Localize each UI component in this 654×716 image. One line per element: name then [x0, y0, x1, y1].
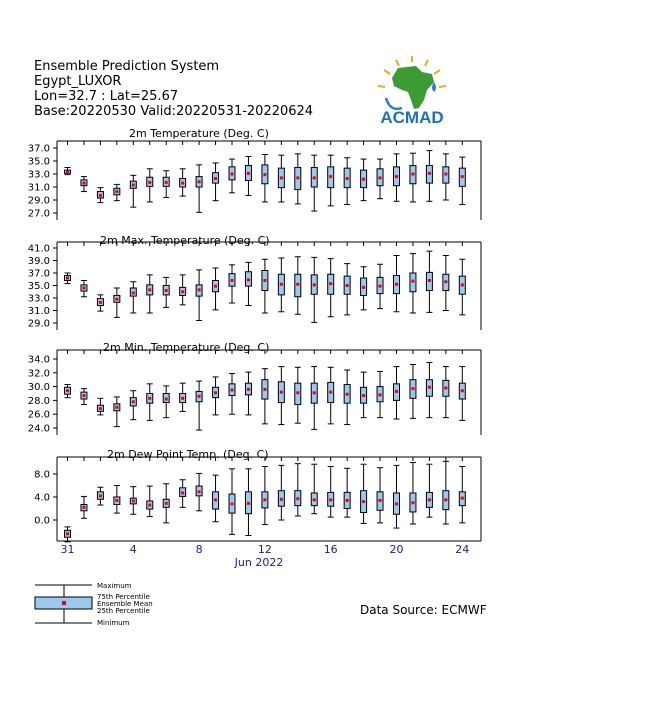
mean-marker — [214, 285, 217, 288]
mean-marker — [411, 173, 414, 176]
x-tick-label: 16 — [323, 543, 338, 556]
mean-marker — [263, 498, 266, 501]
logo-text: ACMAD — [380, 108, 444, 127]
mean-marker — [214, 498, 217, 501]
mean-marker — [132, 500, 135, 503]
mean-marker — [99, 301, 102, 304]
mean-marker — [181, 290, 184, 293]
mean-marker — [313, 498, 316, 501]
mean-marker — [329, 175, 332, 178]
mean-marker — [428, 172, 431, 175]
mean-marker — [198, 288, 201, 291]
mean-marker — [461, 389, 464, 392]
mean-marker — [379, 176, 382, 179]
mean-marker — [346, 284, 349, 287]
mean-marker — [247, 388, 250, 391]
mean-marker — [165, 502, 168, 505]
mean-marker — [461, 283, 464, 286]
mean-marker — [444, 386, 447, 389]
mean-marker — [313, 391, 316, 394]
mean-marker — [461, 497, 464, 500]
mean-marker — [66, 389, 69, 392]
legend-minimum: Minimum — [97, 619, 130, 625]
mean-marker — [181, 182, 184, 185]
legend-75th: 75th Percentile — [97, 593, 150, 601]
mean-marker — [214, 391, 217, 394]
legend-mean-marker — [62, 601, 66, 605]
y-tick-label: 33.0 — [27, 169, 50, 181]
y-tick-label: 4.0 — [34, 492, 50, 504]
mean-marker — [313, 176, 316, 179]
y-tick-label: 27.0 — [27, 208, 50, 220]
mean-marker — [165, 289, 168, 292]
mean-marker — [231, 173, 234, 176]
mean-marker — [132, 400, 135, 403]
y-tick-label: 37.0 — [27, 143, 50, 155]
mean-marker — [346, 393, 349, 396]
y-tick-label: 32.0 — [27, 368, 50, 380]
x-tick-label: 31 — [60, 543, 75, 556]
y-tick-label: 29.0 — [27, 195, 50, 207]
mean-marker — [428, 279, 431, 282]
header-location: Egypt_LUXOR — [34, 74, 122, 89]
mean-marker — [132, 292, 135, 295]
mean-marker — [379, 285, 382, 288]
y-tick-label: 35.0 — [27, 156, 50, 168]
legend-mean: Ensemble Mean — [97, 600, 153, 608]
mean-marker — [329, 391, 332, 394]
mean-marker — [329, 282, 332, 285]
y-tick-label: 41.0 — [27, 243, 50, 255]
mean-marker — [148, 181, 151, 184]
mean-marker — [214, 177, 217, 180]
x-tick-label: 20 — [389, 543, 404, 556]
y-tick-label: 30.0 — [27, 382, 50, 394]
mean-marker — [444, 280, 447, 283]
mean-marker — [428, 386, 431, 389]
mean-marker — [296, 283, 299, 286]
mean-marker — [329, 498, 332, 501]
x-tick-label: 8 — [195, 543, 203, 556]
mean-marker — [395, 390, 398, 393]
mean-marker — [296, 176, 299, 179]
mean-marker — [263, 173, 266, 176]
mean-marker — [362, 394, 365, 397]
mean-marker — [346, 177, 349, 180]
mean-marker — [165, 181, 168, 184]
mean-marker — [99, 494, 102, 497]
mean-marker — [82, 506, 85, 509]
x-tick-label: 4 — [129, 543, 137, 556]
panel-title: 2m Dew Point Temp. (Deg. C) — [107, 448, 269, 461]
y-tick-label: 34.0 — [27, 354, 50, 366]
x-tick-label: 24 — [455, 543, 470, 556]
mean-marker — [263, 388, 266, 391]
mean-marker — [82, 182, 85, 185]
panel-title: 2m Max. Temperature (Deg. C) — [100, 234, 270, 247]
mean-marker — [263, 279, 266, 282]
mean-marker — [362, 178, 365, 181]
mean-marker — [395, 502, 398, 505]
mean-marker — [148, 397, 151, 400]
mean-marker — [346, 499, 349, 502]
mean-marker — [132, 184, 135, 187]
x-axis-month-label: Jun 2022 — [234, 556, 284, 569]
mean-marker — [444, 173, 447, 176]
mean-marker — [379, 393, 382, 396]
mean-marker — [395, 283, 398, 286]
mean-marker — [148, 288, 151, 291]
mean-marker — [165, 398, 168, 401]
mean-marker — [411, 501, 414, 504]
mean-marker — [231, 502, 234, 505]
header-validity: Base:20220530 Valid:20220531-20220624 — [34, 104, 314, 119]
mean-marker — [148, 504, 151, 507]
mean-marker — [231, 279, 234, 282]
mean-marker — [296, 391, 299, 394]
mean-marker — [181, 397, 184, 400]
mean-marker — [313, 283, 316, 286]
mean-marker — [362, 286, 365, 289]
mean-marker — [115, 499, 118, 502]
y-tick-label: 37.0 — [27, 268, 50, 280]
mean-marker — [444, 498, 447, 501]
mean-marker — [82, 394, 85, 397]
mean-marker — [411, 280, 414, 283]
panel-title: 2m Temperature (Deg. C) — [129, 127, 269, 140]
mean-marker — [247, 172, 250, 175]
mean-marker — [428, 498, 431, 501]
header-coordinates: Lon=32.7 : Lat=25.67 — [34, 89, 179, 104]
mean-marker — [99, 194, 102, 197]
mean-marker — [362, 500, 365, 503]
legend-25th: 25th Percentile — [97, 607, 150, 615]
mean-marker — [115, 406, 118, 409]
legend-maximum: Maximum — [97, 583, 132, 590]
mean-marker — [99, 407, 102, 410]
mean-marker — [198, 395, 201, 398]
mean-marker — [181, 491, 184, 494]
y-tick-label: 31.0 — [27, 182, 50, 194]
data-source: Data Source: ECMWF — [360, 603, 487, 617]
mean-marker — [247, 278, 250, 281]
mean-marker — [115, 190, 118, 193]
mean-marker — [66, 277, 69, 280]
y-tick-label: 29.0 — [27, 318, 50, 330]
mean-marker — [411, 387, 414, 390]
mean-marker — [198, 180, 201, 183]
y-tick-label: 0.0 — [34, 515, 50, 527]
mean-marker — [247, 502, 250, 505]
y-tick-label: 35.0 — [27, 281, 50, 292]
mean-marker — [296, 497, 299, 500]
mean-marker — [198, 490, 201, 493]
y-tick-label: 39.0 — [27, 256, 50, 267]
mean-marker — [231, 389, 234, 392]
chart-legend — [34, 583, 234, 625]
y-tick-label: 26.0 — [27, 409, 50, 421]
mean-marker — [280, 391, 283, 394]
mean-marker — [280, 176, 283, 179]
y-tick-label: 31.0 — [27, 306, 50, 317]
mean-marker — [66, 532, 69, 535]
panel-title: 2m Min. Temperature (Deg. C) — [103, 341, 270, 354]
mean-marker — [379, 499, 382, 502]
y-tick-label: 33.0 — [27, 293, 50, 305]
mean-marker — [280, 283, 283, 286]
mean-marker — [82, 287, 85, 290]
y-tick-label: 8.0 — [34, 469, 50, 481]
header-system: Ensemble Prediction System — [34, 59, 220, 74]
mean-marker — [66, 171, 69, 174]
y-tick-label: 24.0 — [27, 423, 50, 435]
x-tick-label: 12 — [257, 543, 272, 556]
y-tick-label: 28.0 — [27, 395, 50, 407]
mean-marker — [280, 498, 283, 501]
mean-marker — [461, 175, 464, 178]
mean-marker — [115, 298, 118, 301]
mean-marker — [395, 175, 398, 178]
